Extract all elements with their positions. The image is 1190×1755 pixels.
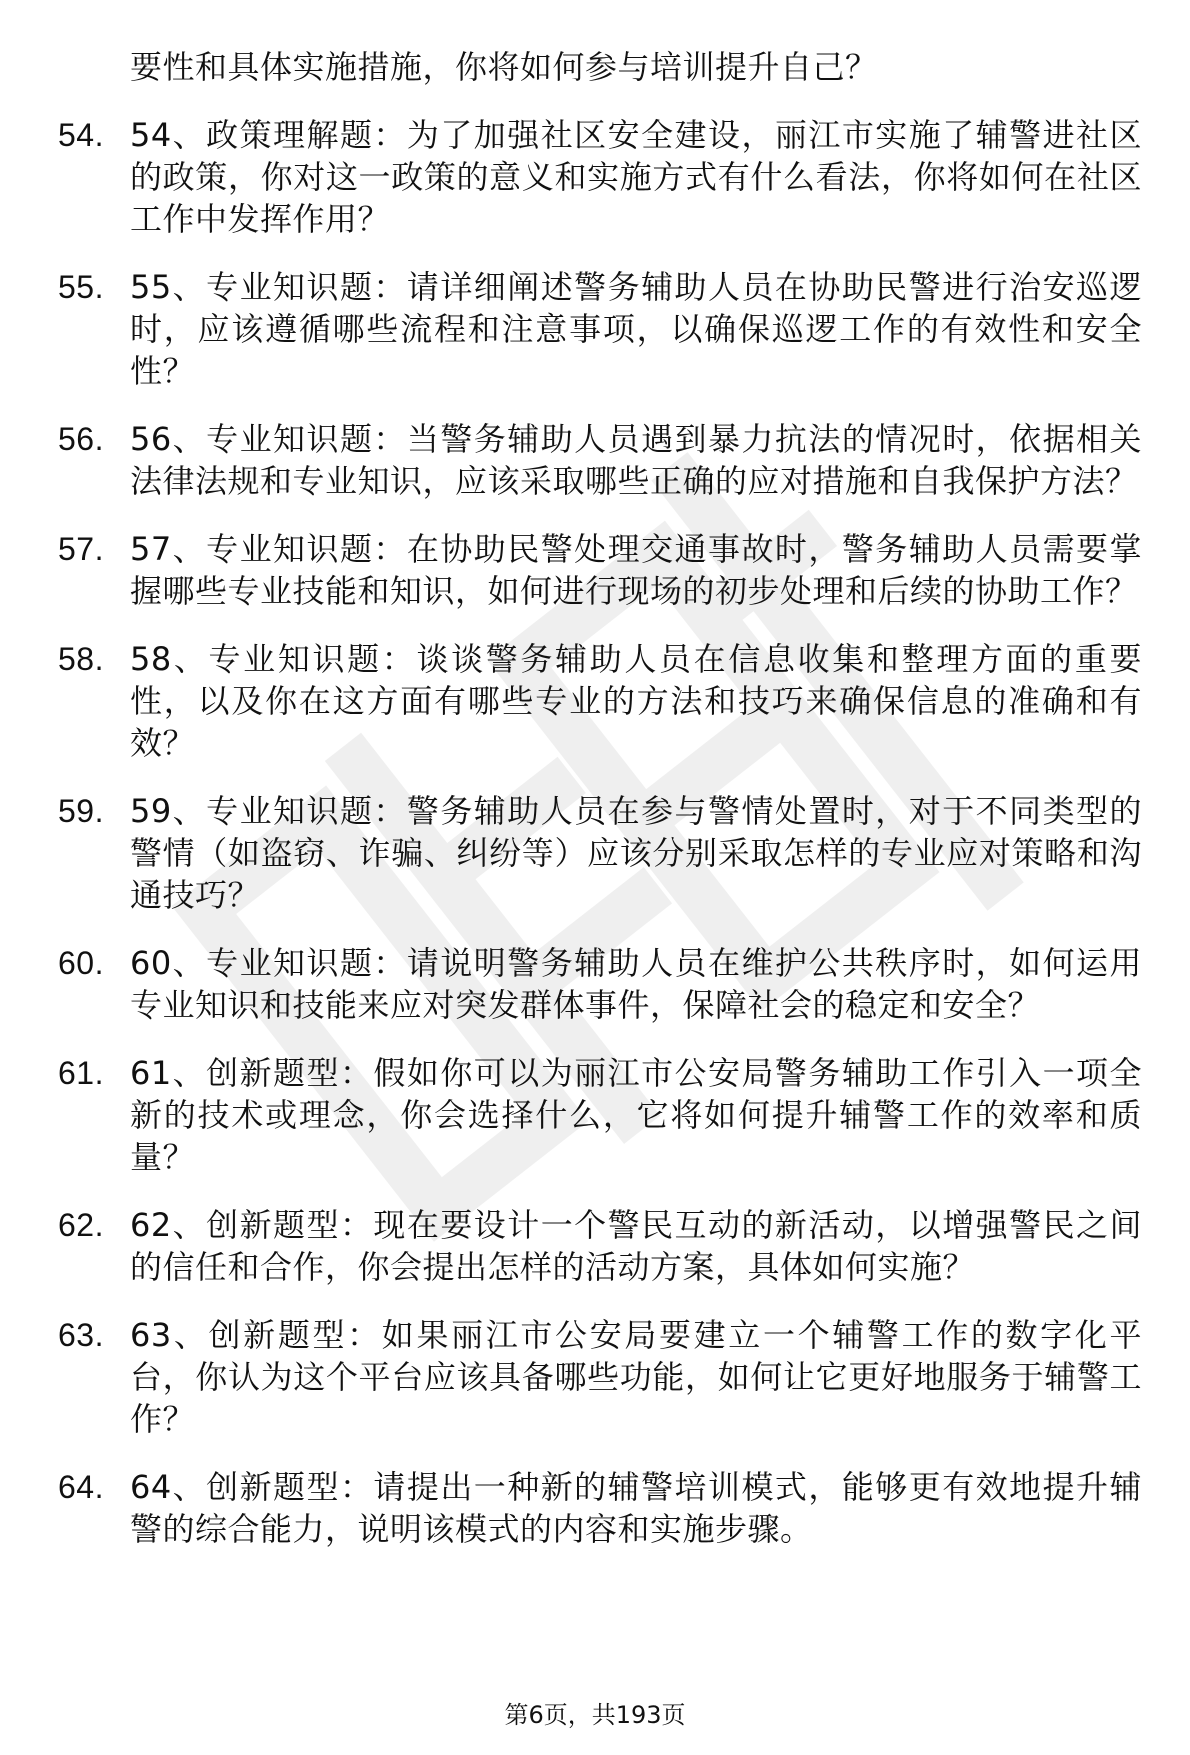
question-list [58, 46, 1148, 1550]
list-item [58, 1052, 1148, 1178]
item-number: 60. [58, 945, 104, 981]
item-text: 60、专业知识题：请说明警务辅助人员在维护公共秩序时，如何运用专业知识和技能来应对突发群体事件，保障社会的稳定和安全？ [130, 944, 1142, 1024]
list-item [58, 638, 1148, 764]
item-number: 54. [58, 117, 104, 153]
item-text: 55、专业知识题：请详细阐述警务辅助人员在协助民警进行治安巡逻时，应该遵循哪些流程和注意事项，以确保巡逻工作的有效性和安全性？ [130, 268, 1142, 390]
page-number-label: 第6页，共193页 [504, 1701, 686, 1729]
item-number: 59. [58, 793, 104, 829]
item-number: 57. [58, 531, 104, 567]
list-item [58, 1204, 1148, 1288]
list-item [58, 528, 1148, 612]
list-item [58, 1314, 1148, 1440]
list-item [58, 790, 1148, 916]
item-number: 64. [58, 1469, 104, 1505]
list-item [58, 942, 1148, 1026]
page-footer [0, 1700, 1190, 1730]
item-number: 61. [58, 1055, 104, 1091]
continuation-text: 要性和具体实施措施，你将如何参与培训提升自己？ [130, 48, 878, 86]
item-text: 57、专业知识题：在协助民警处理交通事故时，警务辅助人员需要掌握哪些专业技能和知识，如何进行现场的初步处理和后续的协助工作？ [130, 530, 1142, 610]
item-text: 58、专业知识题：谈谈警务辅助人员在信息收集和整理方面的重要性，以及你在这方面有哪些专业的方法和技巧来确保信息的准确和有效？ [130, 640, 1142, 762]
list-item [58, 418, 1148, 502]
item-text: 56、专业知识题：当警务辅助人员遇到暴力抗法的情况时，依据相关法律法规和专业知识，应该采取哪些正确的应对措施和自我保护方法？ [130, 420, 1142, 500]
list-item [58, 266, 1148, 392]
item-text: 63、创新题型：如果丽江市公安局要建立一个辅警工作的数字化平台，你认为这个平台应该具备哪些功能，如何让它更好地服务于辅警工作？ [130, 1316, 1142, 1438]
item-text: 64、创新题型：请提出一种新的辅警培训模式，能够更有效地提升辅警的综合能力，说明该模式的内容和实施步骤。 [130, 1468, 1142, 1548]
item-number: 62. [58, 1207, 104, 1243]
list-item [58, 1466, 1148, 1550]
item-text: 62、创新题型：现在要设计一个警民互动的新活动，以增强警民之间的信任和合作，你会提出怎样的活动方案，具体如何实施？ [130, 1206, 1142, 1286]
item-number: 63. [58, 1317, 104, 1353]
item-text: 59、专业知识题：警务辅助人员在参与警情处置时，对于不同类型的警情（如盗窃、诈骗、纠纷等）应该分别采取怎样的专业应对策略和沟通技巧？ [130, 792, 1142, 914]
item-text: 61、创新题型：假如你可以为丽江市公安局警务辅助工作引入一项全新的技术或理念，你会选择什么，它将如何提升辅警工作的效率和质量？ [130, 1054, 1142, 1176]
list-item [58, 114, 1148, 240]
item-number: 55. [58, 269, 104, 305]
item-text: 54、政策理解题：为了加强社区安全建设，丽江市实施了辅警进社区的政策，你对这一政策的意义和实施方式有什么看法，你将如何在社区工作中发挥作用？ [130, 116, 1142, 238]
item-number: 56. [58, 421, 104, 457]
item-number: 58. [58, 641, 104, 677]
